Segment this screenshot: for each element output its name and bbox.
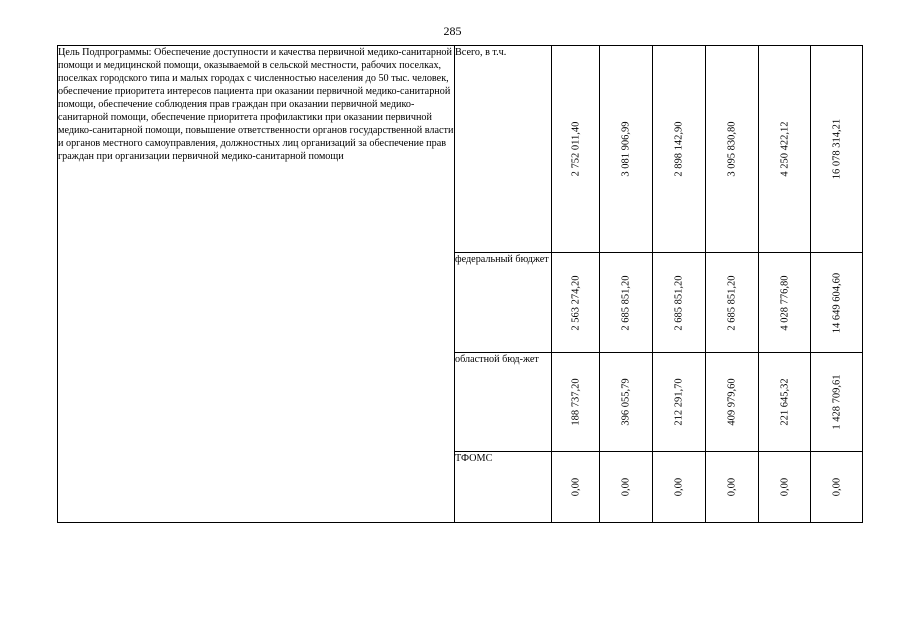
value-text: 188 737,20	[570, 378, 581, 426]
value-cell	[759, 253, 811, 353]
value-text: 2 685 851,20	[726, 274, 738, 331]
value-cell	[706, 46, 759, 253]
source-cell: областной бюд-жет	[455, 353, 552, 452]
value-text: 2 752 011,40	[570, 121, 581, 177]
value-cell	[759, 452, 811, 523]
page-number: 285	[443, 24, 462, 38]
value-text: 409 979,60	[726, 378, 738, 426]
value-cell	[653, 452, 706, 523]
value-text: 1 428 709,61	[831, 374, 842, 430]
budget-table	[57, 45, 863, 523]
source-cell: ТФОМС	[455, 452, 552, 523]
value-cell	[706, 353, 759, 452]
value-text: 3 095 830,80	[726, 121, 738, 177]
value-text: 14 649 604,60	[831, 272, 842, 333]
value-text: 0,00	[570, 477, 581, 497]
value-cell	[653, 353, 706, 452]
value-text: 0,00	[620, 477, 632, 497]
value-cell	[706, 452, 759, 523]
value-text: 0,00	[726, 477, 738, 497]
value-cell	[552, 353, 600, 452]
value-text: 4 028 776,80	[779, 274, 790, 331]
value-cell	[759, 353, 811, 452]
value-cell	[600, 452, 653, 523]
value-text: 0,00	[779, 477, 790, 497]
value-cell	[600, 353, 653, 452]
value-cell	[653, 46, 706, 253]
value-cell	[811, 452, 863, 523]
value-cell	[811, 46, 863, 253]
value-cell	[706, 253, 759, 353]
value-text: 3 081 906,99	[620, 121, 632, 177]
value-text: 0,00	[673, 477, 685, 497]
value-cell	[811, 253, 863, 353]
value-text: 4 250 422,12	[779, 121, 790, 177]
value-text: 0,00	[831, 477, 842, 497]
value-text: 212 291,70	[673, 378, 685, 426]
source-cell: Всего, в т.ч.	[455, 46, 552, 253]
value-cell	[600, 46, 653, 253]
value-cell	[759, 46, 811, 253]
value-text: 2 898 142,90	[673, 121, 685, 177]
value-cell	[552, 452, 600, 523]
table-row	[58, 46, 863, 253]
value-cell	[811, 353, 863, 452]
value-cell	[552, 253, 600, 353]
value-cell	[600, 253, 653, 353]
value-cell	[552, 46, 600, 253]
value-text: 2 685 851,20	[620, 274, 632, 331]
value-text: 221 645,32	[779, 378, 790, 426]
value-cell	[653, 253, 706, 353]
goal-cell: Цель Подпрограммы: Обеспечение доступности и качества первичной медико-санитарной помощи и медицинской помощи, оказываемой в сельской местности, рабочих поселках, поселках городского типа и малых городах с численностью населения до 50 тыс. человек, обеспечение приоритета интересов пациента при оказании первичной медико-санитарной помощи, обеспечение соблюдения прав граждан при оказании первичной медико-санитарной помощи, обеспечение приоритета профилактики при оказании первичной медико-санитарной помощи, повышение ответственности органов государственной власти и органов местного самоуправления, должностных лиц организаций за обеспечение прав граждан при организации первичной медико-санитарной помощи	[58, 46, 455, 523]
value-text: 16 078 314,21	[831, 118, 842, 180]
value-text: 2 685 851,20	[673, 274, 685, 331]
value-text: 2 563 274,20	[570, 274, 581, 331]
value-text: 396 055,79	[620, 378, 632, 426]
source-cell: федеральный бюджет	[455, 253, 552, 353]
